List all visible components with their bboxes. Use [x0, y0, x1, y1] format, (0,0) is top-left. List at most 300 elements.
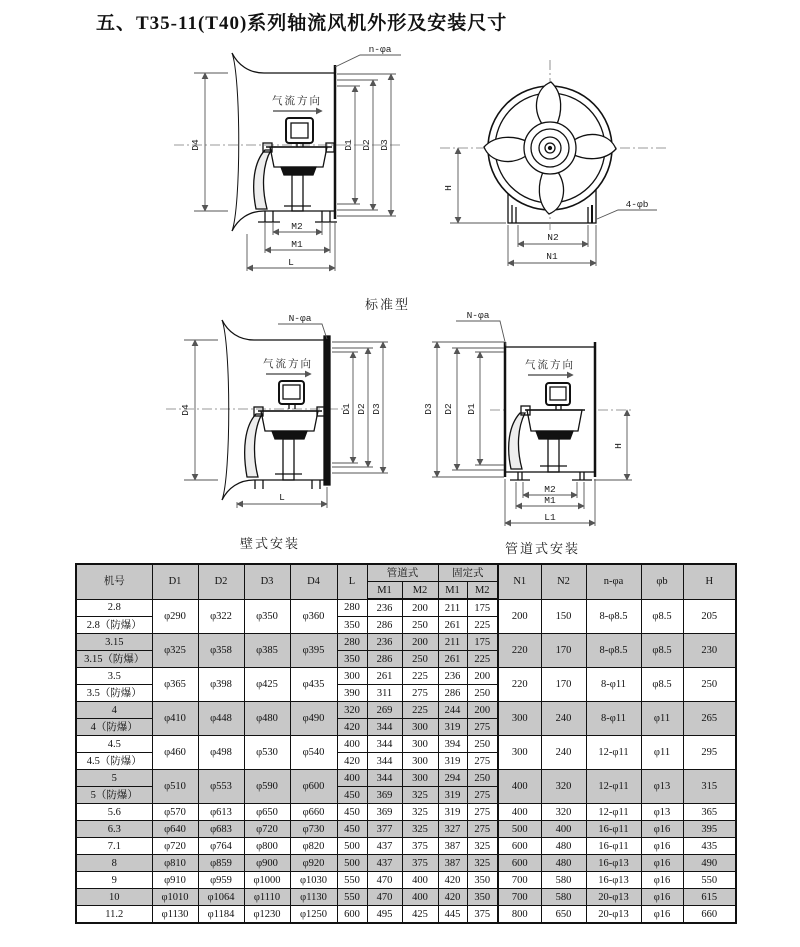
dim-label-d3: D3	[423, 403, 434, 415]
table-cell: 250	[402, 617, 438, 634]
motor	[254, 118, 334, 211]
dim-label-d3: D3	[379, 139, 390, 151]
table-cell: 5.6	[76, 804, 152, 821]
table-cell: 550	[683, 872, 736, 889]
table-cell: 375	[402, 838, 438, 855]
table-cell: 275	[467, 804, 498, 821]
header-d4: D4	[290, 564, 337, 599]
table-cell: 4.5	[76, 736, 152, 753]
table-cell: 286	[367, 651, 402, 668]
standard-side-view-diagram	[170, 46, 405, 285]
table-cell: 205	[683, 599, 736, 634]
table-cell: 319	[438, 719, 467, 736]
table-cell: 390	[337, 685, 367, 702]
table-cell: 200	[498, 599, 541, 634]
dim-label-d4: D4	[190, 139, 201, 151]
table-cell: φ360	[290, 599, 337, 634]
table-cell: 344	[367, 770, 402, 787]
table-cell: 170	[541, 634, 586, 668]
table-cell: 450	[337, 804, 367, 821]
table-cell: 319	[438, 753, 467, 770]
table-cell: 2.8（防爆）	[76, 617, 152, 634]
table-cell: 325	[402, 787, 438, 804]
table-cell: 480	[541, 855, 586, 872]
table-cell: 200	[402, 599, 438, 617]
table-cell: 387	[438, 838, 467, 855]
table-cell: 5（防爆）	[76, 787, 152, 804]
table-cell: 250	[467, 736, 498, 753]
table-cell: 420	[438, 889, 467, 906]
table-cell: 225	[467, 617, 498, 634]
table-cell: 700	[498, 872, 541, 889]
dimensions-table	[75, 563, 737, 924]
dim-label-m1: M1	[544, 495, 556, 506]
table-cell: φ800	[244, 838, 290, 855]
dim-label-d4: D4	[180, 404, 191, 416]
dim-label-m1: M1	[291, 239, 303, 250]
duct-install-diagram	[420, 303, 670, 555]
dim-label-m2: M2	[544, 484, 556, 495]
table-cell: 394	[438, 736, 467, 753]
table-row	[76, 702, 736, 719]
table-cell: 450	[337, 821, 367, 838]
table-cell: 350	[467, 872, 498, 889]
table-cell: 437	[367, 855, 402, 872]
table-cell: 600	[337, 906, 367, 924]
dim-label-h: H	[613, 443, 624, 449]
standard-type-caption: 标准型	[365, 297, 411, 312]
table-cell: φ322	[198, 599, 244, 634]
table-cell: 375	[402, 855, 438, 872]
table-cell: 445	[438, 906, 467, 924]
table-row	[76, 804, 736, 821]
table-cell: 344	[367, 736, 402, 753]
table-cell: φ358	[198, 634, 244, 668]
table-cell: φ325	[152, 634, 198, 668]
fan-body	[222, 320, 330, 500]
table-cell: 500	[498, 821, 541, 838]
table-cell: φ590	[244, 770, 290, 804]
table-cell: φ1110	[244, 889, 290, 906]
table-cell: 400	[541, 821, 586, 838]
table-cell: 280	[337, 634, 367, 651]
table-cell: 660	[683, 906, 736, 924]
table-cell: 320	[541, 770, 586, 804]
wall-install-diagram	[160, 311, 405, 543]
table-cell: 275	[467, 753, 498, 770]
page-title: 五、T35-11(T40)系列轴流风机外形及安装尺寸	[96, 13, 508, 34]
table-cell: 8-φ11	[586, 668, 641, 702]
table-cell: φ16	[641, 889, 683, 906]
table-row	[76, 906, 736, 924]
table-cell: 425	[402, 906, 438, 924]
table-cell: 4	[76, 702, 152, 719]
table-cell: φ553	[198, 770, 244, 804]
table-cell: 420	[337, 753, 367, 770]
table-cell: 230	[683, 634, 736, 668]
table-cell: 265	[683, 702, 736, 736]
bolt-holes-label: 4-φb	[625, 199, 649, 210]
table-cell: 236	[367, 599, 402, 617]
table-cell: φ395	[290, 634, 337, 668]
table-cell: 580	[541, 872, 586, 889]
table-cell: 400	[337, 736, 367, 753]
table-cell: 470	[367, 889, 402, 906]
table-cell: 250	[467, 685, 498, 702]
table-cell: φ910	[152, 872, 198, 889]
table-cell: 295	[683, 736, 736, 770]
dim-label-n1: N1	[546, 251, 558, 262]
table-cell: 275	[467, 821, 498, 838]
table-cell: φ764	[198, 838, 244, 855]
table-cell: 286	[367, 617, 402, 634]
table-row	[76, 872, 736, 889]
table-cell: 275	[467, 787, 498, 804]
table-cell: 300	[498, 702, 541, 736]
table-cell: 275	[402, 685, 438, 702]
table-cell: 10	[76, 889, 152, 906]
table-cell: 220	[498, 634, 541, 668]
table-cell: 3.15（防爆）	[76, 651, 152, 668]
table-cell: 365	[683, 804, 736, 821]
table-cell: 20-φ13	[586, 889, 641, 906]
table-cell: 500	[337, 838, 367, 855]
table-cell: φ490	[290, 702, 337, 736]
header-h: H	[683, 564, 736, 599]
table-body	[76, 599, 736, 923]
table-cell: 580	[541, 889, 586, 906]
diagram-labels	[190, 44, 392, 268]
table-cell: 300	[402, 719, 438, 736]
table-cell: 269	[367, 702, 402, 719]
table-cell: 261	[367, 668, 402, 685]
table-row	[76, 634, 736, 651]
table-cell: φ920	[290, 855, 337, 872]
table-cell: φ650	[244, 804, 290, 821]
dim-label-h: H	[443, 185, 454, 191]
table-row	[76, 599, 736, 617]
header-d3: D3	[244, 564, 290, 599]
table-cell: 650	[541, 906, 586, 924]
table-cell: φ11	[641, 736, 683, 770]
table-cell: 400	[498, 770, 541, 804]
table-cell: 319	[438, 804, 467, 821]
table-row	[76, 668, 736, 685]
table-cell: 275	[467, 719, 498, 736]
table-cell: 250	[467, 770, 498, 787]
table-row	[76, 838, 736, 855]
header-fixed-m2: M2	[467, 582, 498, 600]
table-cell: 3.5（防爆）	[76, 685, 152, 702]
table-row	[76, 855, 736, 872]
table-cell: 435	[683, 838, 736, 855]
table-cell: φ683	[198, 821, 244, 838]
table-cell: 500	[337, 855, 367, 872]
table-cell: φ8.5	[641, 599, 683, 634]
table-cell: 325	[402, 821, 438, 838]
table-cell: φ959	[198, 872, 244, 889]
table-cell: 150	[541, 599, 586, 634]
table-cell: 350	[337, 617, 367, 634]
table-cell: 350	[467, 889, 498, 906]
table-cell: 600	[498, 855, 541, 872]
table-cell: φ1064	[198, 889, 244, 906]
table-cell: φ613	[198, 804, 244, 821]
table-cell: 3.15	[76, 634, 152, 651]
table-cell: 344	[367, 753, 402, 770]
table-cell: 9	[76, 872, 152, 889]
table-cell: φ600	[290, 770, 337, 804]
table-cell: 250	[402, 651, 438, 668]
table-cell: 225	[402, 702, 438, 719]
table-cell: 225	[402, 668, 438, 685]
hub	[524, 122, 576, 174]
table-cell: φ820	[290, 838, 337, 855]
table-cell: φ570	[152, 804, 198, 821]
table-cell: 200	[467, 702, 498, 719]
table-cell: 550	[337, 872, 367, 889]
table-cell: 20-φ13	[586, 906, 641, 924]
table-cell: φ435	[290, 668, 337, 702]
table-cell: 490	[683, 855, 736, 872]
duct-install-caption: 管道式安装	[505, 541, 581, 556]
table-cell: φ510	[152, 770, 198, 804]
table-cell: 311	[367, 685, 402, 702]
table-cell: 550	[337, 889, 367, 906]
table-cell: φ498	[198, 736, 244, 770]
dim-label-d1: D1	[466, 403, 477, 415]
table-cell: φ8.5	[641, 634, 683, 668]
dim-label-m2: M2	[291, 221, 303, 232]
table-cell: 327	[438, 821, 467, 838]
table-row	[76, 736, 736, 753]
dim-label-d2: D2	[361, 139, 372, 151]
table-cell: 387	[438, 855, 467, 872]
table-cell: 294	[438, 770, 467, 787]
table-cell: 5	[76, 770, 152, 787]
table-cell: 375	[467, 906, 498, 924]
table-cell: 261	[438, 617, 467, 634]
table-cell: 170	[541, 668, 586, 702]
table-cell: 16-φ13	[586, 872, 641, 889]
bolt-holes-label: N-φa	[288, 313, 312, 324]
table-cell: 300	[402, 770, 438, 787]
table-cell: 325	[402, 804, 438, 821]
table-cell: φ1250	[290, 906, 337, 924]
table-cell: 400	[337, 770, 367, 787]
table-row	[76, 889, 736, 906]
table-cell: 8	[76, 855, 152, 872]
table-cell: φ1130	[290, 889, 337, 906]
header-duct-m2: M2	[402, 582, 438, 600]
standard-front-view-diagram	[440, 58, 685, 285]
header-l: L	[337, 564, 367, 599]
table-cell: 344	[367, 719, 402, 736]
table-cell: 175	[467, 599, 498, 617]
table-cell: 300	[402, 753, 438, 770]
table-cell: 700	[498, 889, 541, 906]
table-cell: 400	[402, 889, 438, 906]
dim-label-d1: D1	[341, 403, 352, 415]
table-cell: 12-φ11	[586, 804, 641, 821]
header-duct-m1: M1	[367, 582, 402, 600]
dim-label-l: L	[288, 257, 294, 268]
table-cell: 315	[683, 770, 736, 804]
table-cell: 175	[467, 634, 498, 651]
header-fixed-type: 固定式	[438, 564, 498, 582]
table-cell: φ398	[198, 668, 244, 702]
table-cell: 395	[683, 821, 736, 838]
header-n-phi-a: n-φa	[586, 564, 641, 599]
table-cell: φ900	[244, 855, 290, 872]
table-cell: 200	[467, 668, 498, 685]
table-cell: φ480	[244, 702, 290, 736]
wall-install-caption: 壁式安装	[240, 536, 301, 551]
table-cell: φ350	[244, 599, 290, 634]
table-cell: 4.5（防爆）	[76, 753, 152, 770]
table-cell: φ16	[641, 872, 683, 889]
table-cell: φ540	[290, 736, 337, 770]
table-row	[76, 770, 736, 787]
header-d1: D1	[152, 564, 198, 599]
table-cell: 450	[337, 787, 367, 804]
table-cell: 225	[467, 651, 498, 668]
table-cell: 300	[337, 668, 367, 685]
table-cell: φ448	[198, 702, 244, 736]
table-cell: 300	[402, 736, 438, 753]
table-cell: 480	[541, 838, 586, 855]
table-cell: 7.1	[76, 838, 152, 855]
table-cell: 369	[367, 804, 402, 821]
bolt-holes-label: N-φa	[466, 310, 490, 321]
table-cell: φ1000	[244, 872, 290, 889]
airflow-label: 气流方向	[525, 359, 575, 371]
table-cell: φ859	[198, 855, 244, 872]
table-cell: 6.3	[76, 821, 152, 838]
table-cell: φ13	[641, 770, 683, 804]
table-cell: φ425	[244, 668, 290, 702]
table-cell: 211	[438, 599, 467, 617]
table-cell: 200	[402, 634, 438, 651]
table-cell: 3.5	[76, 668, 152, 685]
table-cell: 8-φ11	[586, 702, 641, 736]
table-cell: φ8.5	[641, 668, 683, 702]
table-cell: φ1130	[152, 906, 198, 924]
header-n1: N1	[498, 564, 541, 599]
header-fixed-m1: M1	[438, 582, 467, 600]
motor	[245, 381, 325, 480]
table-cell: 286	[438, 685, 467, 702]
table-cell: 16-φ11	[586, 821, 641, 838]
table-cell: 600	[498, 838, 541, 855]
table-cell: 470	[367, 872, 402, 889]
table-cell: φ660	[290, 804, 337, 821]
table-cell: 11.2	[76, 906, 152, 924]
table-cell: φ730	[290, 821, 337, 838]
table-cell: 369	[367, 787, 402, 804]
dim-label-l: L	[279, 492, 285, 503]
table-cell: φ810	[152, 855, 198, 872]
table-cell: φ640	[152, 821, 198, 838]
header-model: 机号	[76, 564, 152, 599]
table-cell: 16-φ11	[586, 838, 641, 855]
table-header	[76, 564, 736, 599]
table-cell: φ460	[152, 736, 198, 770]
bolt-holes-label: n-φa	[368, 44, 392, 55]
table-cell: 400	[498, 804, 541, 821]
table-cell: φ720	[152, 838, 198, 855]
table-cell: φ530	[244, 736, 290, 770]
table-cell: 8-φ8.5	[586, 634, 641, 668]
table-cell: 211	[438, 634, 467, 651]
table-cell: 420	[337, 719, 367, 736]
table-cell: φ1030	[290, 872, 337, 889]
header-d2: D2	[198, 564, 244, 599]
table-cell: 377	[367, 821, 402, 838]
table-cell: 240	[541, 702, 586, 736]
table-cell: 320	[337, 702, 367, 719]
table-cell: 244	[438, 702, 467, 719]
header-phi-b: φb	[641, 564, 683, 599]
header-duct-type: 管道式	[367, 564, 438, 582]
table-cell: φ410	[152, 702, 198, 736]
table-cell: φ290	[152, 599, 198, 634]
table-cell: 261	[438, 651, 467, 668]
table-cell: 8-φ8.5	[586, 599, 641, 634]
table-cell: 280	[337, 599, 367, 617]
table-cell: 240	[541, 736, 586, 770]
table-cell: φ16	[641, 821, 683, 838]
fan-body	[232, 53, 337, 231]
table-cell: φ16	[641, 855, 683, 872]
table-cell: 16-φ13	[586, 855, 641, 872]
table-cell: φ11	[641, 702, 683, 736]
table-cell: 350	[337, 651, 367, 668]
table-cell: φ13	[641, 804, 683, 821]
table-cell: φ365	[152, 668, 198, 702]
dim-label-n2: N2	[547, 232, 559, 243]
table-cell: 12-φ11	[586, 736, 641, 770]
table-cell: φ720	[244, 821, 290, 838]
table-cell: 437	[367, 838, 402, 855]
table-cell: φ1010	[152, 889, 198, 906]
table-cell: 236	[367, 634, 402, 651]
dim-label-d3: D3	[371, 403, 382, 415]
table-cell: 319	[438, 787, 467, 804]
dim-label-l1: L1	[544, 512, 556, 523]
table-cell: 12-φ11	[586, 770, 641, 804]
table-cell: 220	[498, 668, 541, 702]
table-cell: 300	[498, 736, 541, 770]
table-cell: φ1230	[244, 906, 290, 924]
table-cell: 800	[498, 906, 541, 924]
table-cell: 236	[438, 668, 467, 685]
table-cell: 420	[438, 872, 467, 889]
airflow-label: 气流方向	[272, 95, 322, 107]
table-cell: 2.8	[76, 599, 152, 617]
table-cell: φ385	[244, 634, 290, 668]
table-cell: 4（防爆）	[76, 719, 152, 736]
dim-label-d2: D2	[443, 403, 454, 415]
table-cell: φ16	[641, 906, 683, 924]
table-cell: 250	[683, 668, 736, 702]
table-cell: 615	[683, 889, 736, 906]
table-cell: φ1184	[198, 906, 244, 924]
table-cell: 320	[541, 804, 586, 821]
header-n2: N2	[541, 564, 586, 599]
dim-label-d2: D2	[356, 403, 367, 415]
table-row	[76, 821, 736, 838]
